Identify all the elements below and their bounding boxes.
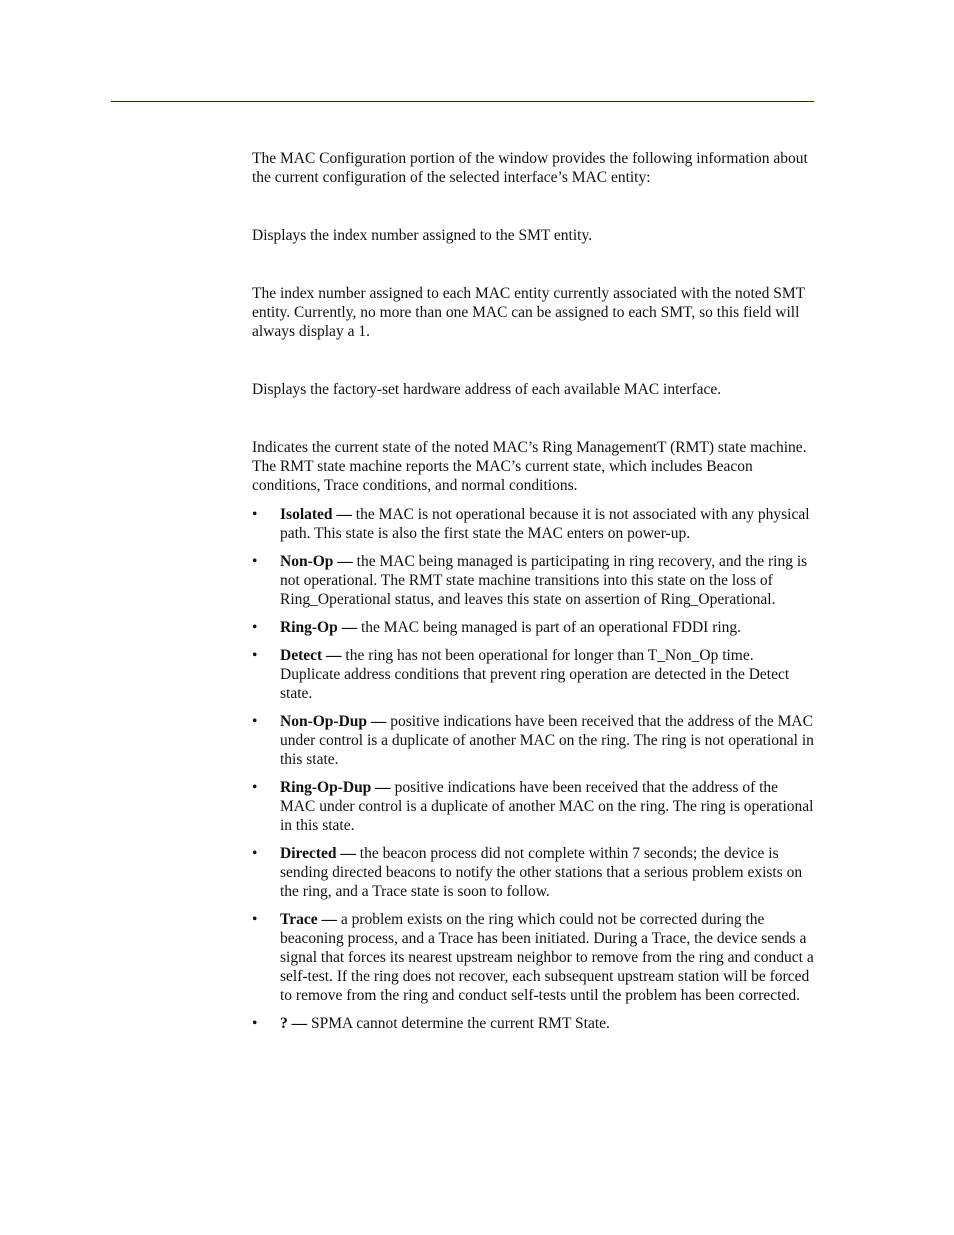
header-rule [111,101,814,102]
state-text: SPMA cannot determine the current RMT State. [307,1015,610,1032]
list-item-non-op [252,552,814,609]
state-term: Non-Op-Dup — [280,713,387,730]
bullet-icon: • [252,845,258,862]
bullet-icon: • [252,911,258,928]
list-item-trace [252,910,814,1005]
state-term: Non-Op — [280,553,353,570]
smt-index-description: Displays the index number assigned to the SMT entity. [252,227,593,244]
bullet-icon: • [252,1015,258,1032]
state-term: Directed — [280,845,356,862]
page-content [252,149,814,1042]
state-text: the ring has not been operational for longer than T_Non_Op time. Duplicate address conditions that prevent ring operation are detected in the Detect state. [280,647,790,702]
list-item-directed [252,844,814,901]
state-term: ? — [280,1015,308,1032]
bullet-icon: • [252,553,258,570]
mac-index-description: The index number assigned to each MAC entity currently associated with the noted SMT entity. Currently, no more than one MAC can be assigned to each SMT, so this field will always display a 1. [252,285,805,340]
state-text: the MAC being managed is participating in ring recovery, and the ring is not operational. The RMT state machine transitions into this state on the loss of Ring_Operational status, and leaves this state on assertion of Ring_Operational. [280,553,808,608]
mac-address-description: Displays the factory-set hardware address of each available MAC interface. [252,381,722,398]
state-text: the MAC being managed is part of an operational FDDI ring. [357,619,742,636]
state-term: Isolated — [280,506,352,523]
list-item-detect [252,646,814,703]
state-term: Detect — [280,647,342,664]
rmt-state-list [252,505,814,1033]
rmt-state-description: Indicates the current state of the noted MAC’s Ring ManagementT (RMT) state machine. The RMT state machine reports the MAC’s current state, which includes Beacon conditions, Trace conditions, and normal conditions. [252,439,807,494]
bullet-icon: • [252,506,258,523]
state-text: the beacon process did not complete within 7 seconds; the device is sending directed beacons to notify the other stations that a serious problem exists on the ring, and a Trace state is soon to follow. [280,845,803,900]
bullet-icon: • [252,619,258,636]
list-item-non-op-dup [252,712,814,769]
state-term: Ring-Op — [280,619,358,636]
state-term: Ring-Op-Dup — [280,779,391,796]
list-item-ring-op [252,618,814,637]
bullet-icon: • [252,647,258,664]
bullet-icon: • [252,779,258,796]
state-text: a problem exists on the ring which could not be corrected during the beaconing process, and a Trace has been initiated. During a Trace, the device sends a signal that forces its nearest upstream neighbor to remove from the ring and conduct a self-test. If the ring does not recover, each subsequent upstream station will be forced to remove from the ring and conduct self-tests until the problem has been corrected. [280,911,814,1004]
state-term: Trace — [280,911,337,928]
list-item-unknown [252,1014,814,1033]
intro-paragraph: The MAC Configuration portion of the window provides the following information about the current configuration of the selected interface’s MAC entity: [252,150,808,186]
bullet-icon: • [252,713,258,730]
state-text: the MAC is not operational because it is not associated with any physical path. This state is also the first state the MAC enters on power-up. [280,506,810,542]
list-item-isolated [252,505,814,543]
state-text: positive indications have been received that the address of the MAC under control is a duplicate of another MAC on the ring. The ring is operational in this state. [280,779,814,834]
state-text: positive indications have been received that the address of the MAC under control is a duplicate of another MAC on the ring. The ring is not operational in this state. [280,713,814,768]
list-item-ring-op-dup [252,778,814,835]
